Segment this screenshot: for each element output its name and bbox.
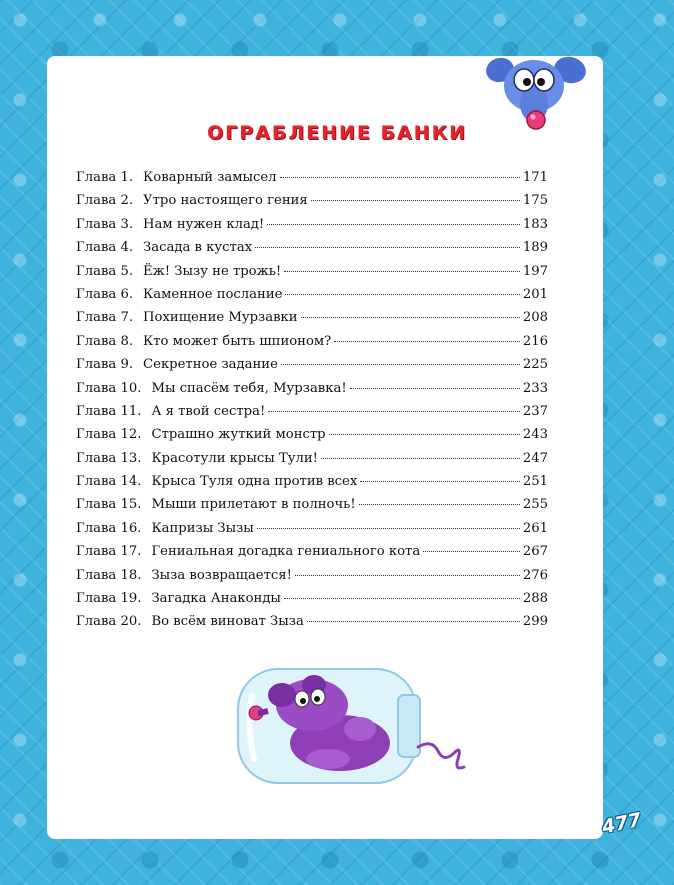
toc-chapter-number: Глава 10. xyxy=(76,380,142,396)
toc-entry[interactable] xyxy=(76,591,548,614)
toc-entry[interactable] xyxy=(76,310,548,333)
toc-page-number: 247 xyxy=(522,450,548,466)
toc-chapter-title: Страшно жуткий монстр xyxy=(151,427,326,443)
toc-chapter-title: Загадка Анаконды xyxy=(151,591,281,607)
toc-leader-dots xyxy=(350,388,520,389)
toc-chapter-title: Зыза возвращается! xyxy=(151,567,292,583)
toc-chapter-number: Глава 12. xyxy=(76,427,142,443)
toc-chapter-title: Нам нужен клад! xyxy=(143,216,265,232)
toc-entry[interactable] xyxy=(76,451,548,474)
toc-chapter-number: Глава 20. xyxy=(76,614,142,630)
toc-page-number: 288 xyxy=(522,591,548,607)
toc-chapter-title: Засада в кустах xyxy=(143,240,253,256)
toc-leader-dots xyxy=(307,621,520,622)
toc-page-number: 175 xyxy=(522,193,548,209)
toc-entry[interactable] xyxy=(76,474,548,497)
toc-leader-dots xyxy=(281,364,520,365)
toc-page-number: 237 xyxy=(522,403,548,419)
toc-chapter-number: Глава 17. xyxy=(76,544,142,560)
toc-page-number: 267 xyxy=(522,544,548,560)
toc-leader-dots xyxy=(359,504,520,505)
toc-leader-dots xyxy=(301,317,520,318)
toc-leader-dots xyxy=(268,411,520,412)
toc-entry[interactable] xyxy=(76,334,548,357)
toc-chapter-number: Глава 19. xyxy=(76,591,142,607)
toc-entry[interactable] xyxy=(76,427,548,450)
toc-page-number: 243 xyxy=(522,427,548,443)
toc-chapter-title: Секретное задание xyxy=(143,357,278,373)
toc-chapter-number: Глава 5. xyxy=(76,263,134,279)
toc-leader-dots xyxy=(295,575,520,576)
toc-chapter-title: Гениальная догадка гениального кота xyxy=(151,544,421,560)
page-number: 477 xyxy=(599,808,644,839)
toc-chapter-number: Глава 4. xyxy=(76,240,134,256)
toc-chapter-number: Глава 3. xyxy=(76,216,134,232)
toc-leader-dots xyxy=(284,598,520,599)
toc-leader-dots xyxy=(280,177,520,178)
toc-page-number: 251 xyxy=(522,474,548,490)
toc-chapter-number: Глава 7. xyxy=(76,310,134,326)
toc-leader-dots xyxy=(311,200,520,201)
toc-chapter-title: Каменное послание xyxy=(143,286,283,302)
toc-entry[interactable] xyxy=(76,404,548,427)
toc-chapter-number: Глава 8. xyxy=(76,333,134,349)
toc-chapter-title: Капризы Зызы xyxy=(151,520,254,536)
toc-chapter-title: Похищение Мурзавки xyxy=(143,310,298,326)
toc-entry[interactable] xyxy=(76,544,548,567)
toc-entry[interactable] xyxy=(76,521,548,544)
toc-chapter-number: Глава 18. xyxy=(76,567,142,583)
toc-chapter-title: Ёж! Зызу не трожь! xyxy=(143,263,282,279)
toc-chapter-number: Глава 13. xyxy=(76,450,142,466)
toc-chapter-title: Коварный замысел xyxy=(143,170,277,185)
toc-entry[interactable] xyxy=(76,170,548,193)
toc-page-number: 201 xyxy=(522,286,548,302)
toc-page-number: 189 xyxy=(522,240,548,256)
toc-entry[interactable] xyxy=(76,381,548,404)
toc-leader-dots xyxy=(423,551,520,552)
toc-chapter-number: Глава 16. xyxy=(76,520,142,536)
toc-chapter-title: А я твой сестра! xyxy=(151,403,266,419)
toc-chapter-number: Глава 6. xyxy=(76,286,134,302)
toc-chapter-title: Мы спасём тебя, Мурзавка! xyxy=(151,380,347,396)
toc-entry[interactable] xyxy=(76,497,548,520)
blue-mouse-head-illustration xyxy=(484,52,588,132)
toc-page-number: 171 xyxy=(522,170,548,185)
toc-entry[interactable] xyxy=(76,264,548,287)
toc-chapter-number: Глава 1. xyxy=(76,170,134,185)
toc-entry[interactable] xyxy=(76,614,548,637)
mouse-in-jar-illustration xyxy=(232,655,472,795)
toc-leader-dots xyxy=(321,458,520,459)
toc-entry[interactable] xyxy=(76,193,548,216)
toc-chapter-number: Глава 14. xyxy=(76,474,142,490)
toc-chapter-title: Крыса Туля одна против всех xyxy=(151,474,358,490)
toc-chapter-number: Глава 9. xyxy=(76,357,134,373)
toc-chapter-number: Глава 2. xyxy=(76,193,134,209)
toc-chapter-number: Глава 11. xyxy=(76,403,142,419)
toc-entry[interactable] xyxy=(76,357,548,380)
toc-leader-dots xyxy=(257,528,520,529)
toc-page-number: 216 xyxy=(522,333,548,349)
toc-page-number: 276 xyxy=(522,567,548,583)
table-of-contents xyxy=(76,170,548,638)
toc-entry[interactable] xyxy=(76,217,548,240)
toc-page-number: 261 xyxy=(522,520,548,536)
toc-page-number: 233 xyxy=(522,380,548,396)
toc-entry[interactable] xyxy=(76,240,548,263)
toc-chapter-title: Мыши прилетают в полночь! xyxy=(151,497,356,513)
toc-page-number: 197 xyxy=(522,263,548,279)
toc-leader-dots xyxy=(285,294,519,295)
toc-page-number: 208 xyxy=(522,310,548,326)
toc-chapter-title: Утро настоящего гения xyxy=(143,193,308,209)
toc-leader-dots xyxy=(267,224,520,225)
section-title: ОГРАБЛЕНИЕ БАНКИ xyxy=(206,122,468,144)
toc-page-number: 183 xyxy=(522,216,548,232)
toc-leader-dots xyxy=(360,481,520,482)
toc-chapter-title: Во всём виноват Зыза xyxy=(151,614,304,630)
toc-page-number: 255 xyxy=(522,497,548,513)
toc-chapter-title: Красотули крысы Тули! xyxy=(151,450,318,466)
toc-leader-dots xyxy=(329,434,520,435)
toc-entry[interactable] xyxy=(76,287,548,310)
toc-chapter-number: Глава 15. xyxy=(76,497,142,513)
toc-leader-dots xyxy=(284,271,520,272)
toc-entry[interactable] xyxy=(76,568,548,591)
toc-leader-dots xyxy=(334,341,520,342)
toc-page-number: 299 xyxy=(522,614,548,630)
toc-chapter-title: Кто может быть шпионом? xyxy=(143,333,332,349)
toc-page-number: 225 xyxy=(522,357,548,373)
toc-leader-dots xyxy=(255,247,520,248)
